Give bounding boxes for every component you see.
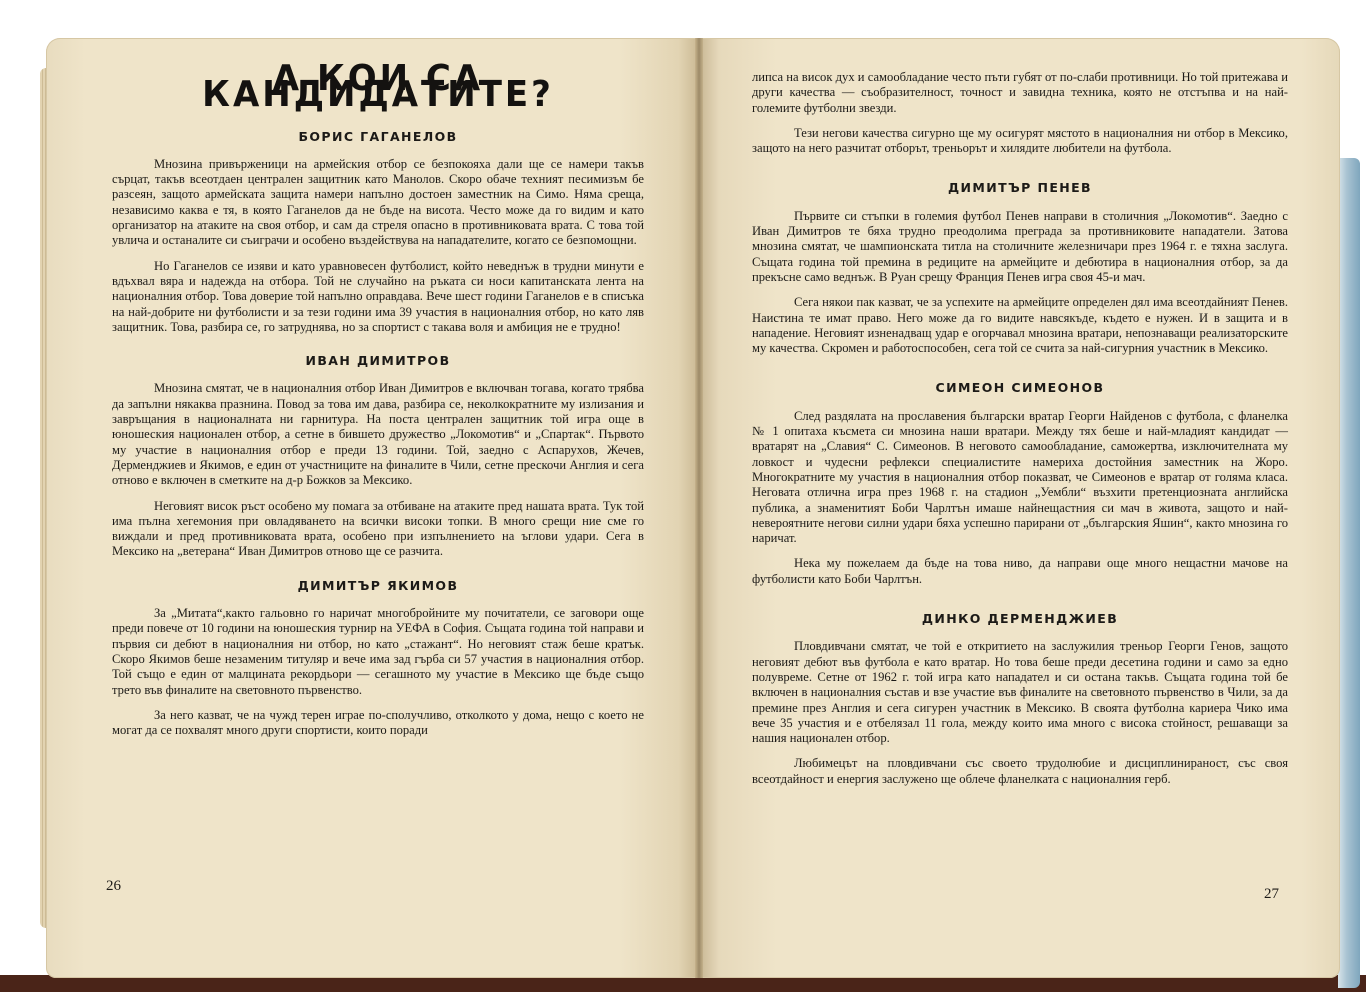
paragraph: Нека му пожелаем да бъде на това ниво, да направи още много нещастни мачове на футболисти като Боби Чарлтън. [752,556,1288,586]
paragraph: Тези негови качества сигурно ще му осигурят мястото в националния ни отбор в Мексико, защото на него разчитат отборът, треньорът и хилядите любители на футбола. [752,125,1288,156]
gutter [695,38,703,978]
article-section [752,611,1288,787]
paragraph: За него казват, че на чужд терен играе по-сполучливо, отколкото у дома, нещо с което не могат да се похвалят много други спортисти, които поради [112,707,644,738]
article-continuation [752,70,1288,156]
paragraph: Мнозина привърженици на армейския отбор се безпокояха дали ще се намери такъв сърцат, такъв всеотдаен централен защитник като Манолов. Скоро обаче техният песимизъм бе разсеян, защото армейската защита намери напълно достоен заместник на Симо. Няма среща, независимо каква е тя, в която Гаганелов да не бъде на висота. Често може да го видим и като организатор на атаките на своя отбор, и сам да стреля опасно в противниковата врата. С това той увлича и останалите си съиграчи и особено въздействува на нападателите, когато се безпомощни. [112,156,644,248]
paragraph: Първите си стъпки в големия футбол Пенев направи в столичния „Локомотив“. Заедно с Иван Димитров те бяха трудно преодолима преграда за противниковите нападатели. Затова мнозина смятат, че шампионската титла на столичните железничари през 1964 г. е тяхна заслуга. Същата година той премина в редиците на армейците и дебютира в националния отбор, за да прекъсне само веднъж. В Руан срещу Франция Пенев игра своя 45-и мач. [752,208,1288,284]
paragraph: Но Гаганелов се изяви и като уравновесен футболист, който неведнъж в трудни минути е вдъхвал вяра и надежда на отбора. Той не случайно на ръката си носи капитанската лента на националния отбор. Това доверие той напълно оправдава. Вече шест години Гаганелов е в списъка на най-добрите ни футболисти и за тези години има 39 участия в националния отбор, но като ляв защитник. Това, разбира се, го затруднява, но за спортист с такава воля и амбиция не е трудно! [112,258,644,334]
section-heading: ДИНКО ДЕРМЕНДЖИЕВ [921,611,1119,627]
paragraph: Пловдивчани смятат, че той е откритието на заслужилия треньор Георги Генов, защото неговият дебют във футбола е като вратар. Но това беше преди десетина години и само за едно полувреме. Сетне от 1962 г. той игра като нападател и си остана такъв. Същата година той бе включен в националния състав и взе участие във финалите на световното първенство в Чили, за да премине през Англия и сега сигурен участник в Мексико. В своята футболна кариера Чико има вече 35 участия и е отбелязал 11 гола, между които има много с висока стойност, решаващи за нашия национален отбор. [752,639,1288,746]
section-heading: СИМЕОН СИМЕОНОВ [935,380,1105,396]
page-number: 27 [1264,886,1279,902]
section-heading: БОРИС ГАГАНЕЛОВ [298,128,458,144]
article-section [752,180,1288,356]
paragraph: липса на висок дух и самообладание често пъти губят от по-слаби противници. Но той притежава и други качества — съобразителност, точност и завидна техника, която не отстъпва и на най-големите футболни звезди. [752,70,1288,115]
paragraph: За „Митата“,както гальовно го наричат многобройните му почитатели, се заговори още преди повече от 10 години на юношеския турнир на УЕФА в София. Същата година той направи и първия си дебют в националния ни отбор, но като „стажант“. Но неговият стаж беше кратък. Скоро Якимов беше незаменим титуляр и вече има зад гърба си 57 участия в националния отбор. Той също е един от малцината рекордьори — сегашното му участие в Мексико ще бъде също трето във финалите на световното първенство. [112,606,644,697]
page-number: 26 [106,878,121,894]
section-heading: ДИМИТЪР ЯКИМОВ [297,577,459,593]
page-headline: А КОИ СА КАНДИДАТИТЕ? [202,57,554,116]
section-heading: ДИМИТЪР ПЕНЕВ [947,180,1092,196]
paragraph: Мнозина смятат, че в националния отбор Иван Димитров е включван тогава, когато трябва да запълни някаква празнина. Повод за това им дава, разбира се, неколкократните му излизания и завръщания в националната ни гарнитура. На поста централен защитник той игра още в юношеския национален отбор, а сетне в бившето дружество „Локомотив“ и „Спартак“. Първото му участие в националния отбор е преди 13 години. Той, заедно с Аспарухов, Жечев, Дерменджиев и Якимов, е един от участниците на финалите в Чили, сетне прескочи Англия и сега отново е включен в сметките на д-р Божков за Мексико. [112,381,644,488]
section-heading: ИВАН ДИМИТРОВ [305,353,451,369]
article-section [112,578,644,739]
article-section [112,353,644,560]
paragraph: Сега някои пак казват, че за успехите на армейците определен дял има всеотдайният Пенев. Наистина те имат право. Него може да го видите навсякъде, където е нужен. И в защита и в нападение. Неговият изненадващ удар е огорчавал мнозина вратари, непознаващи реализаторските му качества. Скромен и работоспособен, сега той се счита за най-сигурния участник в Мексико. [752,295,1288,356]
left-page-content [112,8,644,756]
paragraph: Неговият висок ръст особено му помага за отбиване на атаките пред нашата врата. Тук той има пълна хегемония при овладяването на всички високи топки. В много срещи ние сме го виждали и пред противниковата врата, особено при изпълнението на ъглови удари. Сега в Мексико на „ветерана“ Иван Димитров отново ще се разчита. [112,498,644,559]
article-section [112,129,644,336]
article-section [752,380,1288,587]
page-edges-right [1338,158,1360,988]
paragraph: Любимецът на пловдивчани със своето трудолюбие и дисциплинираност, със своя всеотдайност и енергия заслужено ще облече фланелката с националния герб. [752,756,1288,786]
paragraph: След раздялата на прославения български вратар Георги Найденов с футбола, с фланелка № 1 опитаха късмета си мнозина наши вратари. Между тях беше и най-младият кандидат — вратарят на „Славия“ С. Симеонов. В неговото самообладание, саможертва, изключителната му ловкост и чудесни рефлекси специалистите намериха достойния заместник на Жоро. Многократните му участия в националния отбор показват, че Симеонов е вратар от голяма класа. Неговата отлична игра през 1968 г. на стадион „Уембли“ възхити претенциозната английска публика, а знаменитият Боби Чарлтън имаше найнещастния си мач в живота, защото и най-невероятните негови силни удари бяха успешно парирани от „българския Яшин“, както мнозина го наричат. [752,408,1288,546]
right-page-content [752,70,1288,805]
